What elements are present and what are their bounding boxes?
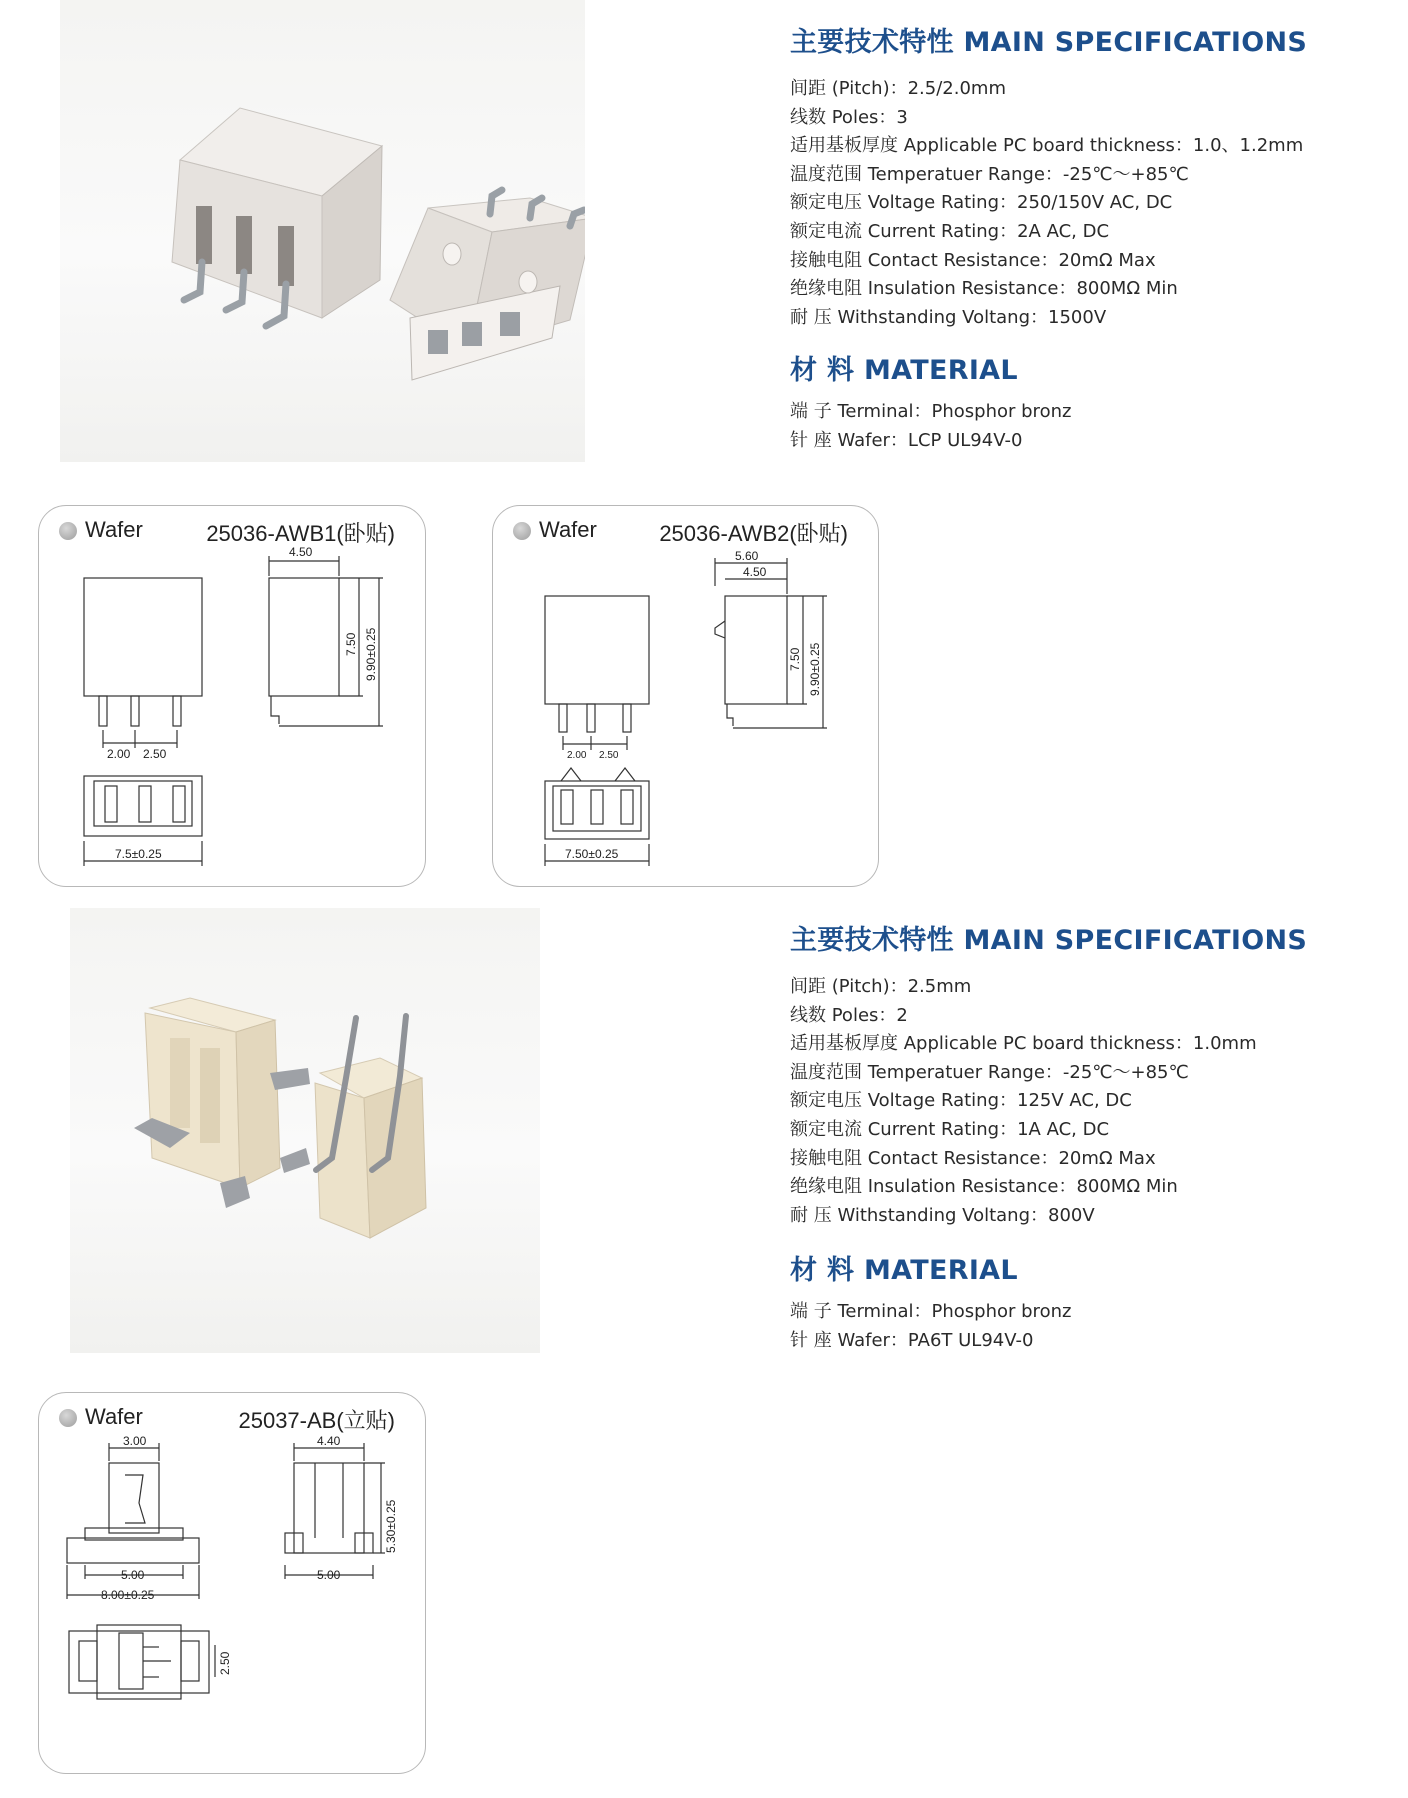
spec-title-1: 主要技术特性 MAIN SPECIFICATIONS <box>790 27 1308 58</box>
dim-awb2-width: 7.50±0.25 <box>565 847 619 861</box>
spec-list-1 <box>790 75 1303 332</box>
dim-ab-pitch: 2.50 <box>218 1651 232 1675</box>
product-photo-2pole <box>70 908 540 1353</box>
panel-label: Wafer <box>539 517 597 542</box>
bullet-icon <box>513 522 531 540</box>
connector-2pole-illustration <box>70 908 540 1353</box>
material-title-1: 材 料 MATERIAL <box>790 355 1018 386</box>
part-number: 25036-AWB1(卧贴) <box>206 521 395 546</box>
spec-insulation-resistance: 绝缘电阻 Insulation Resistance：800MΩ Min <box>790 1176 1178 1198</box>
spec-pitch: 间距 (Pitch)：2.5mm <box>790 976 972 997</box>
material-wafer: 针 座 Wafer：LCP UL94V-0 <box>790 429 1023 451</box>
spec-temperature: 温度范围 Temperatuer Range：-25℃～+85℃ <box>790 163 1189 185</box>
dim-awb1-pitch-b: 2.50 <box>143 747 167 761</box>
drawing-panel-awb2 <box>492 505 879 887</box>
dim-awb2-total-height: 9.90±0.25 <box>808 642 822 696</box>
panel-label: Wafer <box>85 517 143 542</box>
spec-poles: 线数 Poles：2 <box>790 1004 908 1026</box>
dim-awb2-depth: 4.50 <box>743 565 767 579</box>
dim-ab-depth: 4.40 <box>317 1434 341 1448</box>
material-wafer: 针 座 Wafer：PA6T UL94V-0 <box>790 1329 1034 1351</box>
dim-awb2-height: 7.50 <box>788 647 802 671</box>
dim-awb1-height: 7.50 <box>344 632 358 656</box>
drawing-panel-awb1 <box>38 505 426 887</box>
dim-ab-base-width: 5.00 <box>121 1568 145 1582</box>
spec-withstanding-voltage: 耐 压 Withstanding Voltang：1500V <box>790 306 1107 328</box>
panel-header-awb2 <box>513 516 848 546</box>
panel-header-awb1 <box>59 516 395 546</box>
spec-voltage: 额定电压 Voltage Rating：125V AC, DC <box>790 1090 1132 1112</box>
material-list-1 <box>790 398 1071 455</box>
technical-drawing-awb1 <box>39 506 425 886</box>
drawing-panel-ab <box>38 1392 426 1774</box>
dim-ab-top-width: 3.00 <box>123 1434 147 1448</box>
dim-awb2-pitch-b: 2.50 <box>599 750 619 761</box>
dim-awb1-width: 7.5±0.25 <box>115 847 162 861</box>
spec-poles: 线数 Poles：3 <box>790 106 908 128</box>
spec-contact-resistance: 接触电阻 Contact Resistance：20mΩ Max <box>790 1147 1156 1169</box>
panel-header-ab <box>59 1403 395 1433</box>
spec-current: 额定电流 Current Rating：2A AC, DC <box>790 220 1110 242</box>
product-photo-3pole <box>60 0 585 462</box>
dim-awb1-pitch-a: 2.00 <box>107 747 131 761</box>
part-number: 25037-AB(立贴) <box>238 1408 395 1433</box>
dim-awb2-overall-depth: 5.60 <box>735 549 759 563</box>
dim-awb1-depth: 4.50 <box>289 545 313 559</box>
material-terminal: 端 子 Terminal：Phosphor bronz <box>790 401 1072 422</box>
spec-voltage: 额定电压 Voltage Rating：250/150V AC, DC <box>790 192 1173 214</box>
connector-3pole-illustration <box>60 0 585 462</box>
material-terminal: 端 子 Terminal：Phosphor bronz <box>790 1301 1072 1322</box>
part-number: 25036-AWB2(卧贴) <box>659 521 848 546</box>
spec-board-thickness: 适用基板厚度 Applicable PC board thickness：1.0mm <box>790 1033 1257 1055</box>
spec-temperature: 温度范围 Temperatuer Range：-25℃～+85℃ <box>790 1061 1189 1083</box>
material-title-2: 材 料 MATERIAL <box>790 1255 1018 1286</box>
technical-drawing-ab <box>39 1393 425 1773</box>
dim-ab-overall-width: 8.00±0.25 <box>101 1588 155 1602</box>
bullet-icon <box>59 1409 77 1427</box>
spec-pitch: 间距 (Pitch)：2.5/2.0mm <box>790 78 1006 99</box>
spec-insulation-resistance: 绝缘电阻 Insulation Resistance：800MΩ Min <box>790 278 1178 300</box>
spec-title-2: 主要技术特性 MAIN SPECIFICATIONS <box>790 925 1308 956</box>
spec-current: 额定电流 Current Rating：1A AC, DC <box>790 1118 1110 1140</box>
spec-board-thickness: 适用基板厚度 Applicable PC board thickness：1.0、1.2mm <box>790 135 1304 157</box>
dim-ab-side-base: 5.00 <box>317 1568 341 1582</box>
spec-withstanding-voltage: 耐 压 Withstanding Voltang：800V <box>790 1204 1095 1226</box>
dim-awb2-pitch-a: 2.00 <box>567 750 587 761</box>
technical-drawing-awb2 <box>493 506 878 886</box>
spec-contact-resistance: 接触电阻 Contact Resistance：20mΩ Max <box>790 249 1156 271</box>
dim-ab-height: 5.30±0.25 <box>384 1499 398 1553</box>
panel-label: Wafer <box>85 1404 143 1429</box>
material-list-2 <box>790 1298 1071 1355</box>
bullet-icon <box>59 522 77 540</box>
dim-awb1-total-height: 9.90±0.25 <box>364 627 378 681</box>
spec-list-2 <box>790 973 1257 1230</box>
